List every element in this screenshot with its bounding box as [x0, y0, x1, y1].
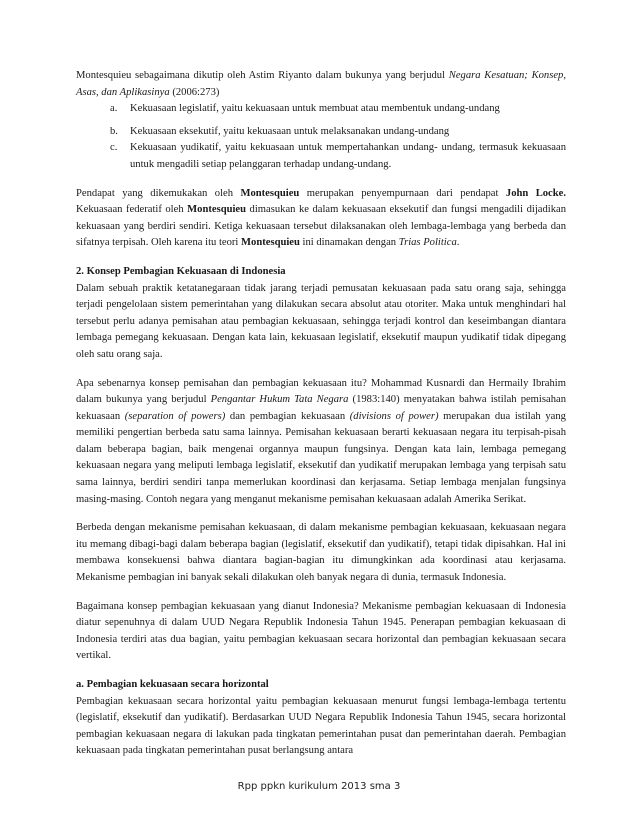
intro-paragraph — [76, 68, 566, 101]
list-marker: b. — [110, 125, 118, 137]
italic-run: (separation of powers) — [124, 410, 226, 422]
list-item — [110, 140, 566, 173]
paragraph-indonesia: Bagaimana konsep pembagian kekuasaan yang dianut Indonesia? Mekanisme pembagian kekuasaan di Indonesia diatur sepenuhnya di dalam UUD Negara Republik Indonesia Tahun 1945. Penerapan pembagian kekuasaan di Indonesia terdiri atas dua bagian, yaitu pembagian kekuasaan secara horizontal dan pembagian kekuasaan secara vertikal. — [76, 600, 566, 662]
list-text: Kekuasaan legislatif, yaitu kekuasaan untuk membuat atau membentuk undang-undang — [130, 103, 500, 115]
list-item — [110, 124, 566, 141]
section-paragraph: Dalam sebuah praktik ketatanegaraan tidak jarang terjadi pemusatan kekuasaan pada satu orang saja, sehingga terjadi pengelolaan sistem pemerintahan yang dilakukan secara absolut atau otoriter. Maka untuk menghindari hal tersebut perlu adanya pemisahan atau pembagian kekuasaan, sehingga terjadi kontrol dan keseimbangan diantara lembaga pemegang kekuasaan. Dengan kata lain, kekuasaan legislatif, eksekutif maupun yudikatif tidak dipegang oleh satu orang saja. — [76, 282, 566, 360]
list-text: Kekuasaan yudikatif, yaitu kekuasaan untuk mempertahankan undang- undang, termasuk kekuasaan untuk mengadili setiap pelanggaran terhadap undang-undang. — [130, 142, 566, 170]
subsection-paragraph: Pembagian kekuasaan secara horizontal yaitu pembagian kekuasaan menurut fungsi lembaga-lembaga tertentu (legislatif, eksekutif dan yudikatif). Berdasarkan UUD Negara Republik Indonesia Tahun 1945, secara horizontal pembagian kekuasaan negara di lakukan pada tingkatan pemerintahan pusat dan pemerintahan daerah. Pembagian kekuasaan pada tingkatan pemerintahan pusat berlangsung antara — [76, 695, 566, 757]
text-run: . — [456, 237, 460, 249]
subsection-heading: a. Pembagian kekuasaan secara horizontal — [76, 679, 269, 690]
page-footer: Rpp ppkn kurikulum 2013 sma 3 — [237, 781, 401, 792]
bold-run: Montesquieu — [240, 187, 300, 199]
bold-run: Montesquieu — [187, 204, 247, 216]
list-marker: c. — [110, 142, 118, 154]
text-run: merupakan penyempurnaan dari pendapat — [299, 187, 506, 199]
text-run: Kekuasaan federatif oleh — [76, 204, 188, 216]
book-title: Negara Kesatuan; Konsep, Asas, dan Aplikasinya — [76, 70, 566, 98]
list-text: Kekuasaan eksekutif, yaitu kekuasaan untuk melaksanakan undang-undang — [130, 125, 450, 137]
text-run: Apa sebenarnya konsep pemisahan dan pembagian kekuasaan itu? Mohammad Kusnardi dan Hermaily Ibrahim dalam bukunya yang berjudul — [76, 377, 566, 406]
paragraph-concept — [76, 376, 566, 509]
page-content — [76, 68, 566, 760]
bold-run: John Locke. — [505, 187, 567, 199]
list-marker: a. — [110, 103, 118, 115]
paragraph-montesquieu — [76, 186, 566, 252]
intro-text: Montesquieu sebagaimana dikutip oleh Astim Riyanto dalam bukunya yang berjudul — [76, 70, 449, 81]
italic-run: Trias Politica — [398, 237, 457, 249]
paragraph-division: Berbeda dengan mekanisme pemisahan kekuasaan, di dalam mekanisme pembagian kekuasaan, kekuasaan negara itu memang dibagi-bagi dalam beberapa bagian (legislatif, eksekutif dan yudikatif), tetapi tidak dipisahkan. Hal ini membawa konsekuensi bahwa diantara bagian-bagian itu dimungkinkan ada koordinasi atau kerjasama. Mekanisme pembagian ini banyak sekali dilakukan oleh banyak negara di dunia, termasuk Indonesia. — [76, 522, 566, 584]
section-heading: 2. Konsep Pembagian Kekuasaan di Indonesia — [76, 265, 286, 277]
text-run: dan pembagian kekuasaan — [225, 410, 350, 422]
text-run: merupakan dua istilah yang memiliki pengertian berbeda satu sama lainnya. Pemisahan kekuasaan berarti kekuasaan negara itu terpisah-pisah dalam beberapa bagian, baik mengenai organnya maupun fungsinya. Dengan kata lain, lembaga pemegang kekuasaan negara yang meliputi lembaga legislatif, eksekutif dan yudikatif merupakan lembaga yang terpisah satu sama lainnya, berdiri sendiri tanpa memerlukan koordinasi dan kerjasama. Setiap lembaga menjalan fungsinya masing-masing. Contoh negara yang menganut mekanisme pemisahan kekuasaan adalah Amerika Serikat. — [76, 410, 566, 505]
text-run: (1983:140) menyatakan bahwa istilah pemisahan kekuasaan — [76, 394, 566, 422]
bold-run: Montesquieu — [241, 237, 300, 249]
text-run: Pendapat yang dikemukakan oleh — [76, 187, 241, 199]
intro-citation: (2006:273) — [169, 86, 220, 98]
list-item — [110, 101, 566, 118]
italic-run: (divisions of power) — [349, 410, 439, 422]
italic-run: Pengantar Hukum Tata Negara — [210, 394, 349, 406]
text-run: ini dinamakan dengan — [299, 237, 399, 249]
text-run: dimasukan ke dalam kekuasaan eksekutif dan fungsi mengadili dijadikan kekuasaan yang berdiri sendiri. Ketiga kekuasaan tersebut dilaksanakan oleh lembaga-lembaga yang berbeda dan sifatnya terpisah. Oleh karena itu teori — [76, 204, 567, 249]
